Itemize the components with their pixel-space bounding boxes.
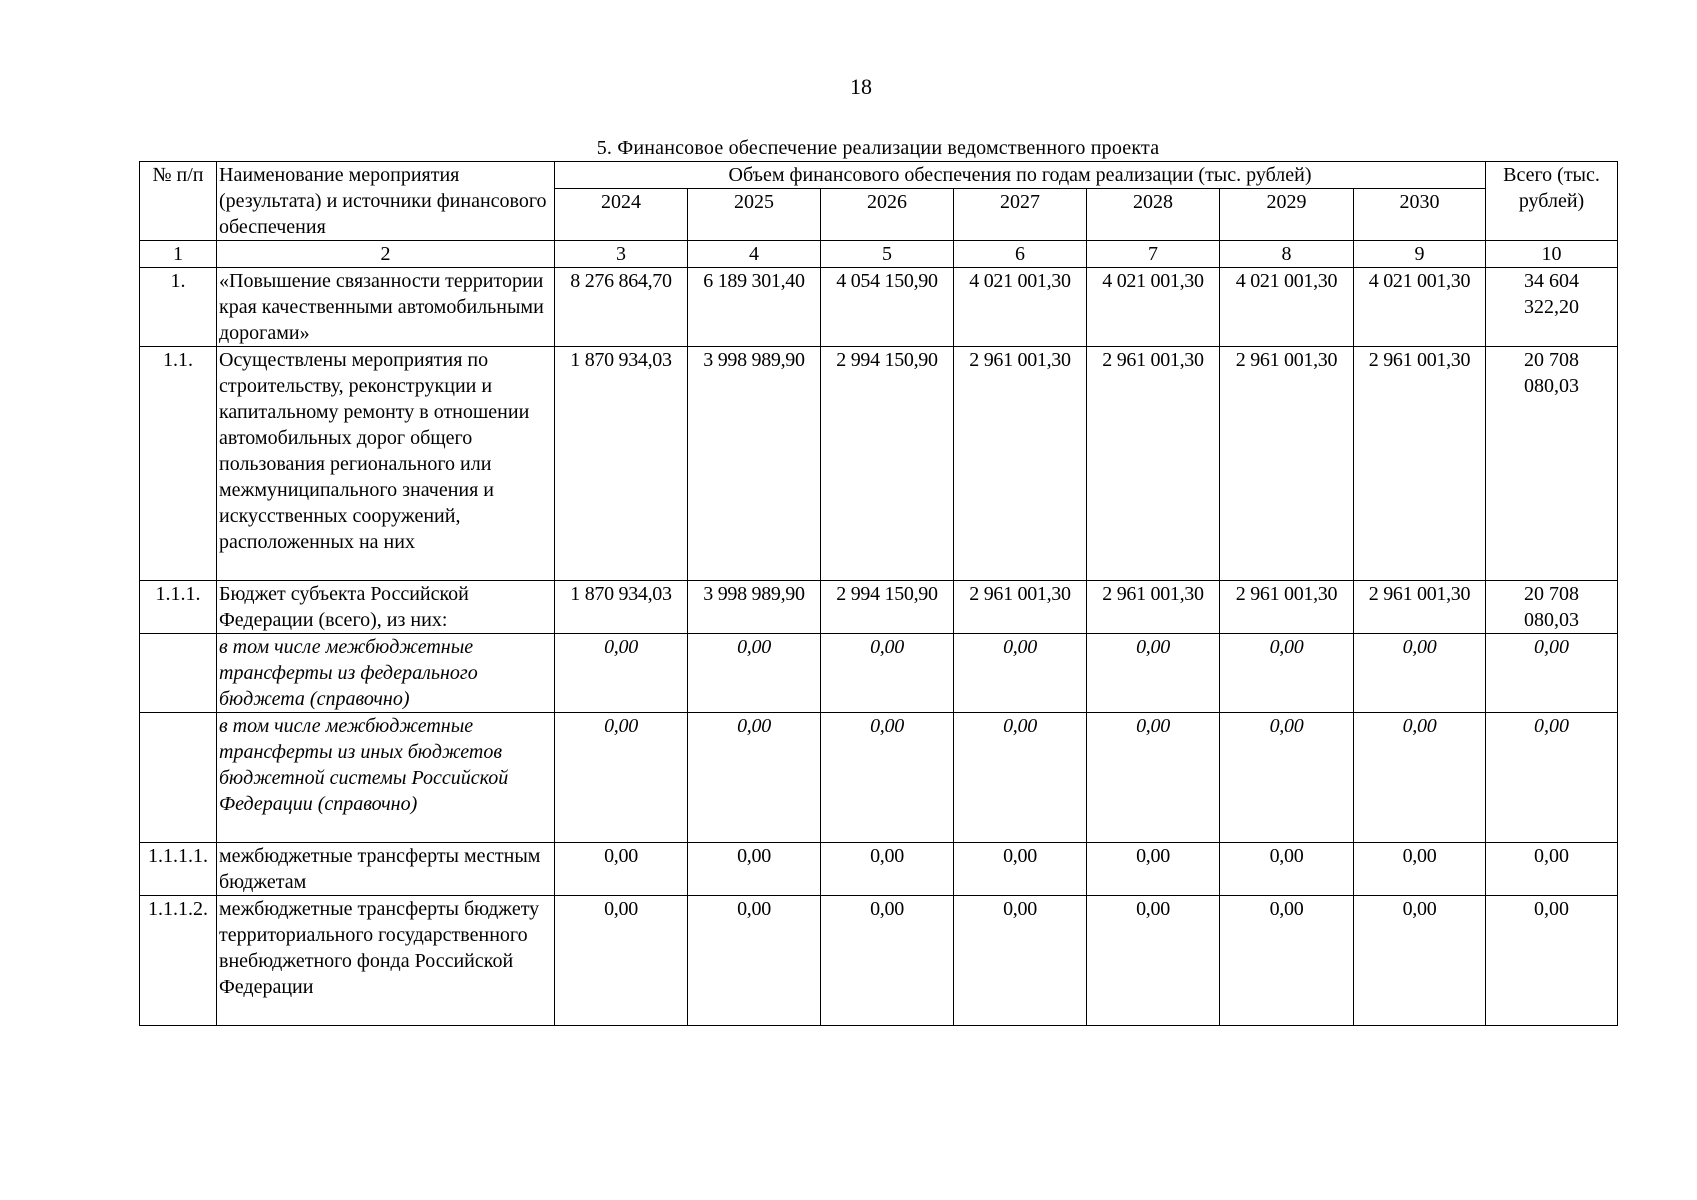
header-year: 2028 [1087, 189, 1220, 241]
column-number: 10 [1486, 241, 1618, 268]
row-name: Бюджет субъекта Российской Федерации (всего), из них: [217, 581, 555, 634]
header-year: 2024 [555, 189, 688, 241]
row-value: 2 961 001,30 [1354, 581, 1486, 634]
row-value: 2 961 001,30 [1087, 581, 1220, 634]
header-year: 2025 [688, 189, 821, 241]
header-name: Наименование мероприятия (результата) и источники финансового обеспечения [217, 162, 555, 241]
row-value: 0,00 [954, 713, 1087, 843]
column-number: 9 [1354, 241, 1486, 268]
column-number: 8 [1220, 241, 1354, 268]
column-number: 5 [821, 241, 954, 268]
row-total: 34 604 322,20 [1486, 268, 1618, 347]
row-value: 8 276 864,70 [555, 268, 688, 347]
row-value: 3 998 989,90 [688, 347, 821, 581]
row-value: 4 054 150,90 [821, 268, 954, 347]
row-number: 1. [140, 268, 217, 347]
table-row [140, 713, 1618, 843]
table-row [140, 268, 1618, 347]
row-value: 0,00 [1354, 713, 1486, 843]
row-value: 0,00 [555, 713, 688, 843]
row-number: 1.1. [140, 347, 217, 581]
row-value: 4 021 001,30 [1087, 268, 1220, 347]
row-total: 20 708 080,03 [1486, 581, 1618, 634]
row-value: 0,00 [688, 634, 821, 713]
row-name: «Повышение связанности территории края качественными автомобильными дорогами» [217, 268, 555, 347]
table-row [140, 896, 1618, 1026]
row-name: межбюджетные трансферты бюджету территориального государственного внебюджетного фонда Российской Федерации [217, 896, 555, 1026]
row-total: 0,00 [1486, 713, 1618, 843]
header-num: № п/п [140, 162, 217, 241]
column-numbers-row [140, 241, 1618, 268]
column-number: 2 [217, 241, 555, 268]
row-value: 2 961 001,30 [1354, 347, 1486, 581]
row-value: 2 961 001,30 [954, 581, 1087, 634]
row-value: 6 189 301,40 [688, 268, 821, 347]
row-value: 0,00 [821, 896, 954, 1026]
table-row [140, 347, 1618, 581]
row-name: Осуществлены мероприятия по строительству, реконструкции и капитальному ремонту в отношении автомобильных дорог общего пользования регионального или межмуниципального значения и искусственных сооружений, расположенных на них [217, 347, 555, 581]
row-total: 0,00 [1486, 634, 1618, 713]
row-value: 4 021 001,30 [1220, 268, 1354, 347]
table-title: 5. Финансовое обеспечение реализации ведомственного проекта [596, 137, 1160, 159]
row-value: 0,00 [821, 843, 954, 896]
row-value: 4 021 001,30 [954, 268, 1087, 347]
row-value: 0,00 [1354, 843, 1486, 896]
row-value: 2 961 001,30 [1087, 347, 1220, 581]
row-value: 2 961 001,30 [954, 347, 1087, 581]
row-total: 20 708 080,03 [1486, 347, 1618, 581]
row-value: 0,00 [555, 896, 688, 1026]
row-value: 0,00 [1220, 843, 1354, 896]
column-number: 1 [140, 241, 217, 268]
table-row [140, 634, 1618, 713]
header-row-top [140, 162, 1618, 189]
row-value: 2 961 001,30 [1220, 347, 1354, 581]
row-value: 1 870 934,03 [555, 347, 688, 581]
column-number: 4 [688, 241, 821, 268]
header-total: Всего (тыс. рублей) [1486, 162, 1618, 241]
row-value: 0,00 [688, 713, 821, 843]
row-value: 0,00 [1220, 634, 1354, 713]
row-value: 4 021 001,30 [1354, 268, 1486, 347]
header-volume: Объем финансового обеспечения по годам реализации (тыс. рублей) [555, 162, 1486, 189]
row-number: 1.1.1.2. [140, 896, 217, 1026]
column-number: 6 [954, 241, 1087, 268]
row-value: 3 998 989,90 [688, 581, 821, 634]
row-number: 1.1.1.1. [140, 843, 217, 896]
row-value: 0,00 [1354, 634, 1486, 713]
row-name: в том числе межбюджетные трансферты из иных бюджетов бюджетной системы Российской Федерации (справочно) [217, 713, 555, 843]
row-value: 0,00 [1354, 896, 1486, 1026]
row-value: 0,00 [1087, 896, 1220, 1026]
row-name: межбюджетные трансферты местным бюджетам [217, 843, 555, 896]
row-number: 1.1.1. [140, 581, 217, 634]
row-value: 2 961 001,30 [1220, 581, 1354, 634]
header-year: 2029 [1220, 189, 1354, 241]
row-value: 0,00 [688, 843, 821, 896]
row-value: 0,00 [1087, 713, 1220, 843]
row-value: 0,00 [1220, 896, 1354, 1026]
row-total: 0,00 [1486, 896, 1618, 1026]
row-value: 0,00 [1220, 713, 1354, 843]
row-value: 0,00 [954, 896, 1087, 1026]
row-value: 0,00 [555, 634, 688, 713]
row-value: 0,00 [688, 896, 821, 1026]
header-year: 2027 [954, 189, 1087, 241]
row-value: 2 994 150,90 [821, 347, 954, 581]
row-value: 0,00 [821, 713, 954, 843]
header-year: 2030 [1354, 189, 1486, 241]
row-value: 0,00 [954, 634, 1087, 713]
table-row [140, 581, 1618, 634]
row-name: в том числе межбюджетные трансферты из федерального бюджета (справочно) [217, 634, 555, 713]
row-number [140, 713, 217, 843]
column-number: 3 [555, 241, 688, 268]
row-value: 0,00 [1087, 843, 1220, 896]
header-year: 2026 [821, 189, 954, 241]
table-row [140, 843, 1618, 896]
financing-table [139, 161, 1618, 1026]
row-value: 0,00 [954, 843, 1087, 896]
row-value: 0,00 [555, 843, 688, 896]
row-number [140, 634, 217, 713]
column-number: 7 [1087, 241, 1220, 268]
row-value: 0,00 [821, 634, 954, 713]
row-total: 0,00 [1486, 843, 1618, 896]
row-value: 0,00 [1087, 634, 1220, 713]
page-number: 18 [850, 74, 872, 99]
row-value: 2 994 150,90 [821, 581, 954, 634]
row-value: 1 870 934,03 [555, 581, 688, 634]
